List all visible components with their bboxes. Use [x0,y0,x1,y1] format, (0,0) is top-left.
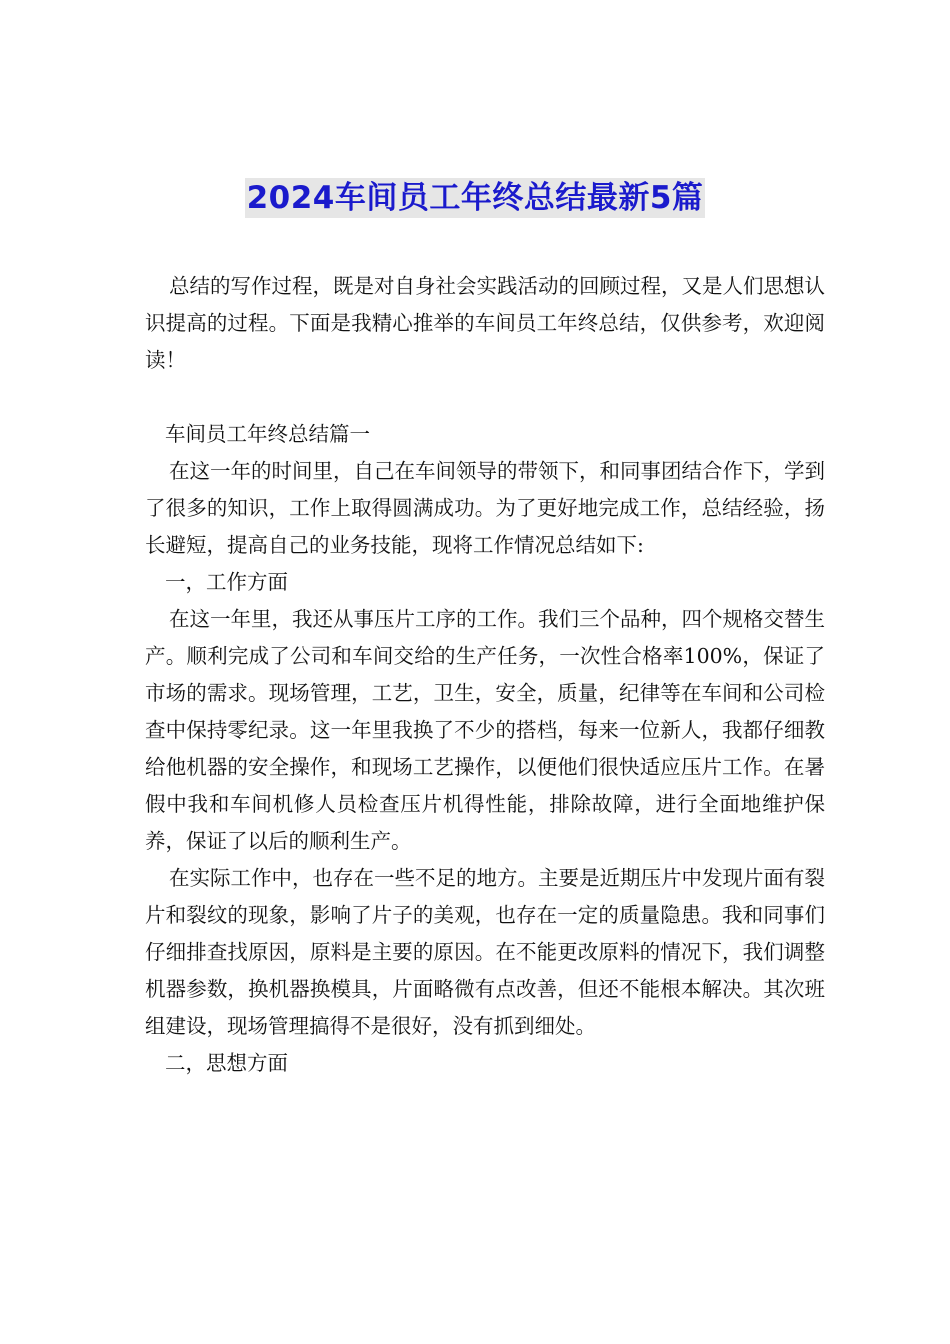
paragraph-gap [145,379,825,416]
intro-paragraph: 总结的写作过程，既是对自身社会实践活动的回顾过程，又是人们思想认识提高的过程。下面是我精心推举的车间员工年终总结，仅供参考，欢迎阅读！ [145,274,825,372]
section-title: 车间员工年终总结篇一 [165,422,370,446]
heading-thought: 二，思想方面 [165,1051,288,1075]
paragraph-1: 在这一年的时间里，自己在车间领导的带领下，和同事团结合作下，学到了很多的知识，工作上取得圆满成功。为了更好地完成工作，总结经验，扬长避短，提高自己的业务技能，现将工作情况总结如下: [145,459,825,557]
document-body [145,268,825,1082]
document-title: 2024车间员工年终总结最新5篇 [246,180,704,216]
title-container [0,178,950,218]
paragraph-3: 在实际工作中，也存在一些不足的地方。主要是近期压片中发现片面有裂片和裂纹的现象，影响了片子的美观，也存在一定的质量隐患。我和同事们仔细排查找原因，原料是主要的原因。在不能更改原料的情况下，我们调整机器参数，换机器换模具，片面略微有点改善，但还不能根本解决。其次班组建设，现场管理搞得不是很好，没有抓到细处。 [145,866,825,1038]
heading-work: 一，工作方面 [165,570,288,594]
paragraph-2: 在这一年里，我还从事压片工序的工作。我们三个品种，四个规格交替生产。顺利完成了公司和车间交给的生产任务，一次性合格率100%，保证了市场的需求。现场管理，工艺，卫生，安全，质量，纪律等在车间和公司检查中保持零纪录。这一年里我换了不少的搭档，每来一位新人，我都仔细教给他机器的安全操作，和现场工艺操作，以便他们很快适应压片工作。在暑假中我和车间机修人员检查压片机得性能，排除故障，进行全面地维护保养，保证了以后的顺利生产。 [145,607,825,853]
